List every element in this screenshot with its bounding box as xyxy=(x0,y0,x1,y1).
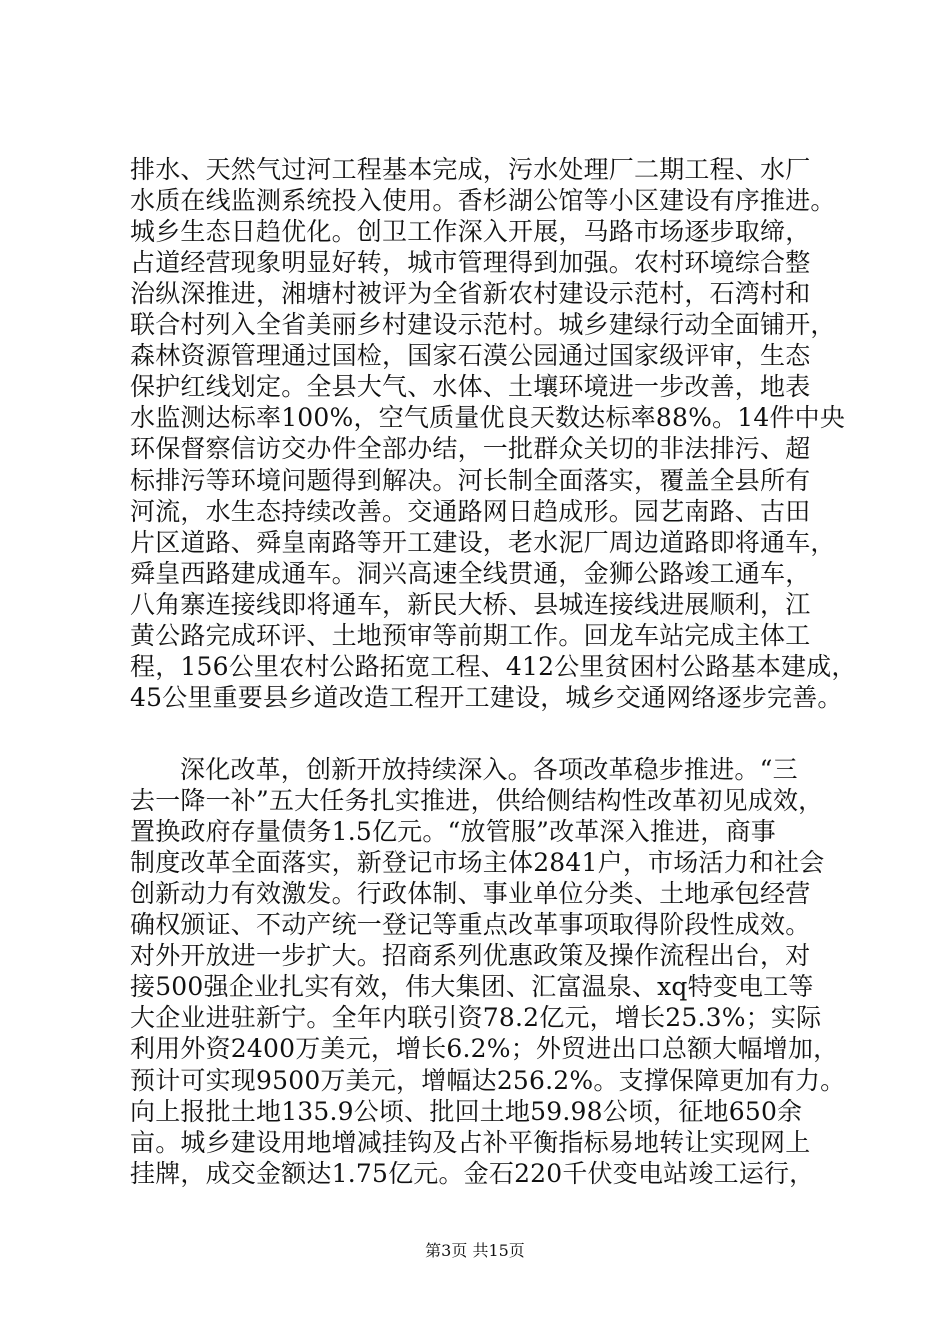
text-line: 创新动力有效激发。行政体制、事业单位分类、土地承包经营 xyxy=(130,879,811,909)
text-line: 森林资源管理通过国检，国家石漠公园通过国家级评审，生态 xyxy=(130,341,811,371)
text-line: 保护红线划定。全县大气、水体、土壤环境进一步改善，地表 xyxy=(130,372,811,402)
text-line: 深化改革，创新开放持续深入。各项改革稳步推进。“三 xyxy=(180,755,798,784)
text-line: 舜皇西路建成通车。洞兴高速全线贯通，金狮公路竣工通车， xyxy=(130,558,811,588)
text-line: 接500强企业扎实有效，伟大集团、汇富温泉、xq特变电工等 xyxy=(130,972,814,1002)
text-line: 黄公路完成环评、土地预审等前期工作。回龙车站完成主体工 xyxy=(130,620,811,650)
text-line: 制度改革全面落实，新登记市场主体2841户，市场活力和社会 xyxy=(130,848,825,878)
text-line: 45公里重要县乡道改造工程开工建设，城乡交通网络逐步完善。 xyxy=(130,682,843,712)
text-line: 向上报批土地135.9公顷、批回土地59.98公顷，征地650余 xyxy=(130,1096,803,1126)
text-line: 城乡生态日趋优化。创卫工作深入开展，马路市场逐步取缔， xyxy=(130,217,811,247)
text-line: 环保督察信访交办件全部办结，一批群众关切的非法排污、超 xyxy=(130,434,811,464)
text-line: 利用外资2400万美元，增长6.2%；外贸进出口总额大幅增加， xyxy=(130,1034,839,1064)
text-line: 河流，水生态持续改善。交通路网日趋成形。园艺南路、古田 xyxy=(130,496,811,526)
text-line: 大企业进驻新宁。全年内联引资78.2亿元，增长25.3%；实际 xyxy=(130,1003,822,1033)
text-line: 联合村列入全省美丽乡村建设示范村。城乡建绿行动全面铺开， xyxy=(130,310,836,340)
text-line: 片区道路、舜皇南路等开工建设，老水泥厂周边道路即将通车， xyxy=(130,527,836,557)
text-line: 对外开放进一步扩大。招商系列优惠政策及操作流程出台，对 xyxy=(130,941,811,971)
text-line: 治纵深推进，湘塘村被评为全省新农村建设示范村，石湾村和 xyxy=(130,279,811,309)
text-line: 水监测达标率100%，空气质量优良天数达标率88%。14件中央 xyxy=(130,403,846,433)
text-line: 程，156公里农村公路拓宽工程、412公里贫困村公路基本建成， xyxy=(130,651,857,681)
text-line: 标排污等环境问题得到解决。河长制全面落实，覆盖全县所有 xyxy=(130,465,811,495)
text-line: 占道经营现象明显好转，城市管理得到加强。农村环境综合整 xyxy=(130,248,811,278)
text-line: 置换政府存量债务1.5亿元。“放管服”改革深入推进，商事 xyxy=(130,817,776,847)
text-line: 确权颁证、不动产统一登记等重点改革事项取得阶段性成效。 xyxy=(130,910,811,940)
text-line: 排水、天然气过河工程基本完成，污水处理厂二期工程、水厂 xyxy=(130,155,811,184)
text-line: 水质在线监测系统投入使用。香杉湖公馆等小区建设有序推进。 xyxy=(130,186,836,216)
text-line: 亩。城乡建设用地增减挂钩及占补平衡指标易地转让实现网上 xyxy=(130,1127,811,1157)
page-footer: 第3页 共15页 xyxy=(425,1241,525,1260)
text-line: 挂牌，成交金额达1.75亿元。金石220千伏变电站竣工运行， xyxy=(130,1158,815,1188)
text-line: 去一降一补”五大任务扎实推进，供给侧结构性改革初见成效， xyxy=(130,786,824,816)
text-line: 八角寨连接线即将通车，新民大桥、县城连接线进展顺利，江 xyxy=(130,589,811,619)
text-line: 预计可实现9500万美元，增幅达256.2%。支撑保障更加有力。 xyxy=(130,1065,846,1095)
